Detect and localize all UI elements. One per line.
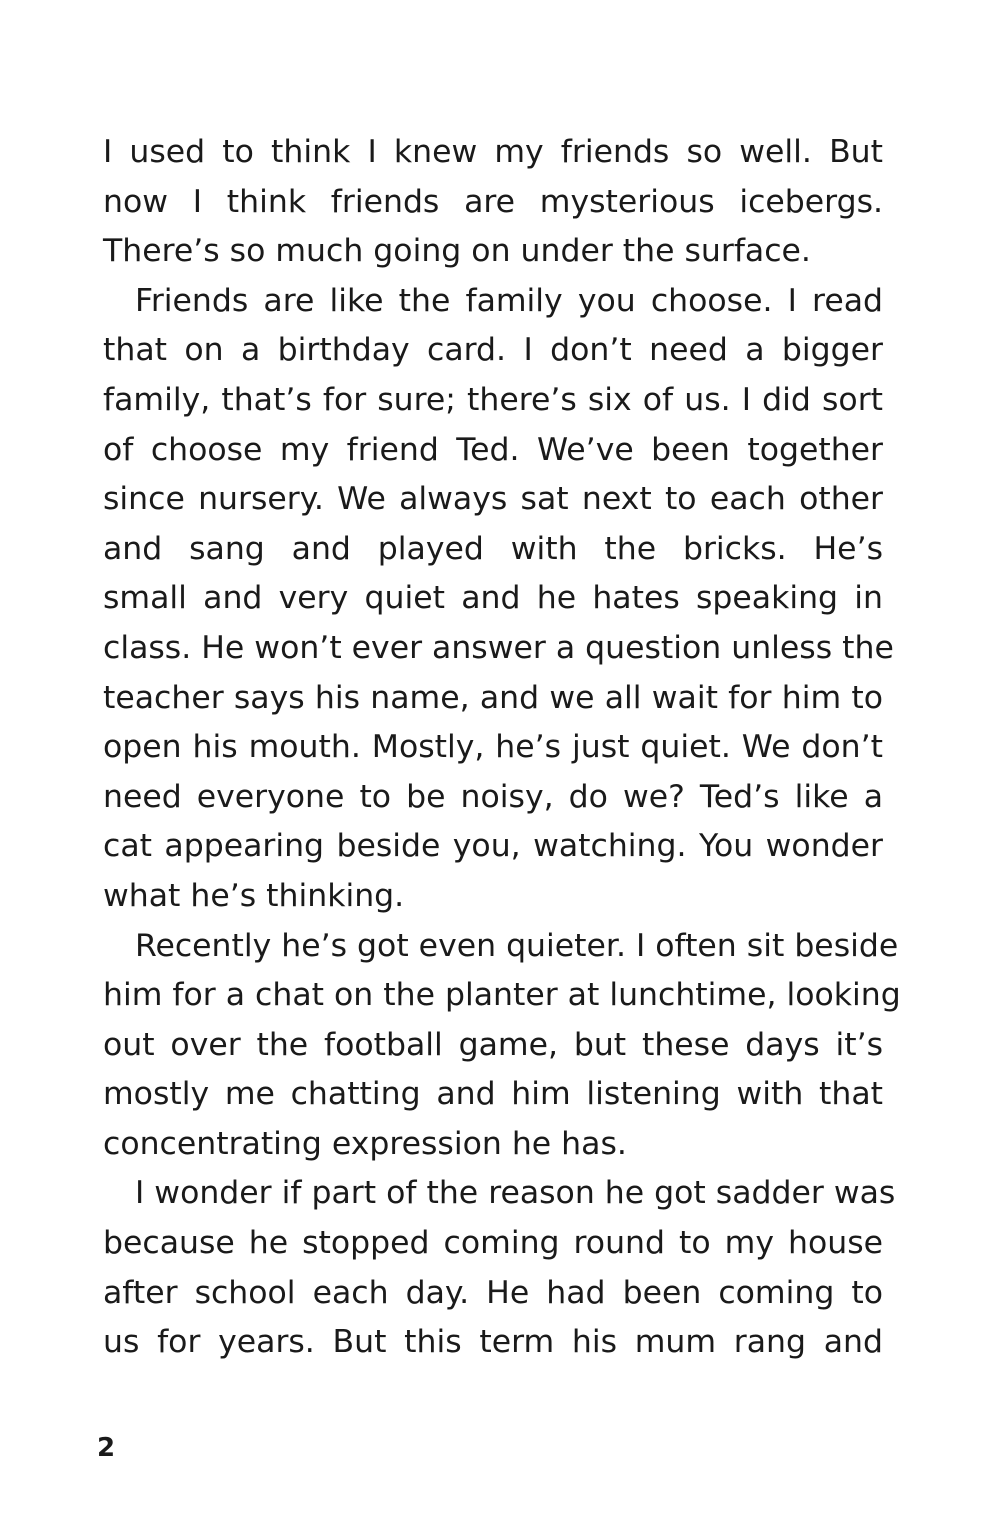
text-line: Friends are like the family you choose. I read	[135, 282, 883, 319]
text-line: and sang and played with the bricks. He’s	[103, 530, 883, 567]
text-line: now I think friends are mysterious icebergs.	[103, 183, 883, 220]
page-number: 2	[97, 1433, 116, 1463]
text-line: after school each day. He had been coming to	[103, 1274, 883, 1311]
text-line: since nursery. We always sat next to each other	[103, 481, 883, 518]
body-text	[103, 128, 901, 1368]
text-line: I wonder if part of the reason he got sadder was	[135, 1175, 896, 1212]
text-line: There’s so much going on under the surface.	[103, 233, 811, 270]
text-line: out over the football game, but these days it’s	[103, 1026, 883, 1063]
text-line: us for years. But this term his mum rang and	[103, 1324, 883, 1361]
text-line: class. He won’t ever answer a question unless the	[103, 629, 894, 666]
text-line: mostly me chatting and him listening with that	[103, 1076, 883, 1113]
text-line: family, that’s for sure; there’s six of us. I did sort	[103, 381, 883, 418]
text-line: of choose my friend Ted. We’ve been together	[103, 431, 883, 468]
text-line: because he stopped coming round to my house	[103, 1225, 883, 1262]
text-line: I used to think I knew my friends so well. But	[103, 134, 883, 170]
text-line: concentrating expression he has.	[103, 1125, 627, 1162]
text-line: Recently he’s got even quieter. I often sit beside	[135, 927, 899, 964]
text-line: small and very quiet and he hates speaking in	[103, 580, 883, 617]
text-line: that on a birthday card. I don’t need a bigger	[103, 332, 883, 369]
text-line: what he’s thinking.	[103, 877, 405, 914]
text-line: open his mouth. Mostly, he’s just quiet. We don’t	[103, 729, 883, 766]
text-line: cat appearing beside you, watching. You wonder	[103, 828, 883, 865]
text-line: need everyone to be noisy, do we? Ted’s like a	[103, 778, 883, 815]
text-line: him for a chat on the planter at lunchtime, looking	[103, 977, 901, 1014]
text-line: teacher says his name, and we all wait for him to	[103, 679, 883, 716]
